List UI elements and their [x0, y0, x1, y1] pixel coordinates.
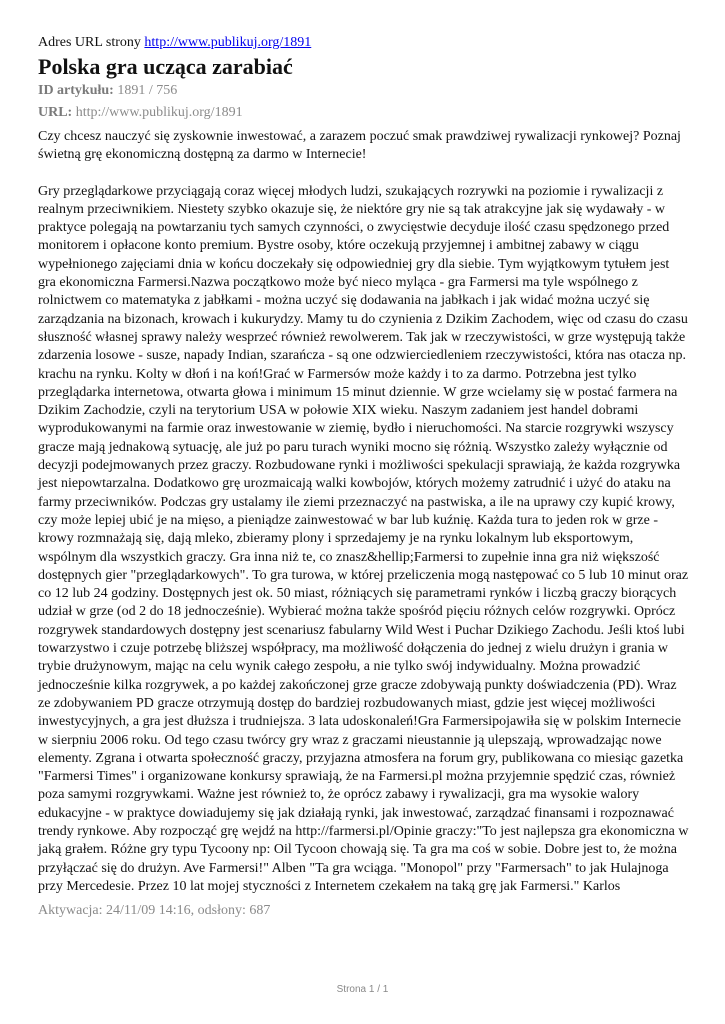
article-title: Polska gra ucząca zarabiać	[38, 54, 293, 79]
article-lead: Czy chcesz nauczyć się zyskownie inwestować, a zarazem poczuć smak prawdziwej rywalizacji rynkowej? Poznaj świetną grę ekonomiczną dostępną za darmo w Internecie!	[38, 129, 681, 163]
document-page	[38, 34, 690, 920]
article-body: Gry przeglądarkowe przyciągają coraz więcej młodych ludzi, szukających rozrywki na poziomie i rywalizacji z realnym przeciwnikiem. Niestety szybko okazuje się, że niektóre gry nie są tak atrakcyjne jak się wydawały - w praktyce polegają na powtarzaniu tych samych czynności, o zwycięstwie decyduje ilość czasu spędzonego przed monitorem i opłacone konto premium. Bystre osoby, które oczekują przyjemnej i ambitnej zabawy w ciągu wypełnionego zajęciami dnia w końcu doczekały się odpowiedniej gry dla siebie. Tym wyjątkowym tytułem jest gra ekonomiczna Farmersi.Nazwa początkowo może być nieco myląca - gra Farmersi ma tyle wspólnego z rolnictwem co matematyka z jabłkami - można uczyć się dodawania na jabłkach i jak widać można uczyć się zarządzania na bizonach, krowach i kukurydzy. Mamy tu do czynienia z Dzikim Zachodem, więc od czasu do czasu słuszność własnej sprawy należy wesprzeć również rewolwerem. Tak jak w rzeczywistości, w grze występują także zdarzenia losowe - susze, napady Indian, szarańcza - są one odzwierciedleniem rzeczywistości, która nas otacza np. krachu na rynku. Kolty w dłoń i na koń!Grać w Farmersów może każdy i to za darmo. Potrzebna jest tylko przeglądarka internetowa, otwarta głowa i minimum 15 minut dziennie. W grze wcielamy się w postać farmera na Dzikim Zachodzie, czyli na terytorium USA w połowie XIX wieku. Naszym zadaniem jest handel dobrami wyprodukowanymi na farmie oraz inwestowanie w ziemię, bydło i nieruchomości. Na starcie rozgrywki wszyscy gracze mają jednakową sytuację, ale już po paru turach wyniki mocno się różnią. Wszystko zależy wyłącznie od decyzji podejmowanych przez graczy. Rozbudowane rynki i możliwości spekulacji sprawiają, że każda rozgrywka jest niepowtarzalna. Dodatkowo grę urozmaicają walki kowbojów, których możemy zatrudnić i użyć do ataku na farmy przeciwników. Podczas gry ustalamy ile ziemi przeznaczyć na pastwiska, a ile na uprawy czy kupić krowy, czy może lepiej ubić je na mięso, a pieniądze zainwestować w bar lub kuźnię. Każda tura to jeden rok w grze - krowy rozmnażają się, dają mleko, zbieramy plony i sprzedajemy je na rynku lokalnym lub eksportowym, wspólnym dla wszystkich graczy. Gra inna niż te, co znasz&hellip;Farmersi to zupełnie inna gra niż większość dostępnych gier "przeglądarkowych". To gra turowa, w której przeliczenia mogą następować co 5 lub 10 minut oraz co 12 lub 24 godziny. Dostępnych jest ok. 50 miast, różniących się parametrami rynków i liczbą graczy biorących udział w grze (od 2 do 18 jednocześnie). Wybierać można także spośród pięciu różnych celów rozgrywki. Oprócz rozgrywek standardowych dostępny jest scenariusz fabularny Wild West i Puchar Dzikiego Zachodu. Jeśli ktoś lubi towarzystwo i czuje potrzebę bliższej współpracy, ma możliwość dołączenia do jednej z wielu drużyn i grania w trybie drużynowym, mając na celu wynik całego zespołu, a nie tylko swój indywidualny. Można prowadzić jednocześnie kilka rozgrywek, a po każdej zakończonej grze gracze zdobywają punkty doświadczenia (PD). Wraz ze zdobywaniem PD gracze otrzymują dostęp do bardziej rozbudowanych miast, gdzie jest więcej możliwości inwestycyjnych, a gra jest dłuższa i trudniejsza. 3 lata udoskonaleń!Gra Farmersipojawiła się w polskim Internecie w sierpniu 2006 roku. Od tego czasu twórcy gry wraz z graczami nieustannie ją ulepszają, wprowadzając nowe elementy. Zgrana i otwarta społeczność graczy, przyjazna atmosfera na forum gry, publikowana co miesiąc gazetka "Farmersi Times" i organizowane konkursy sprawiają, że na Farmersi.pl można przyjemnie spędzić czas, również poza samymi rozgrywkami. Ważne jest również to, że oprócz zabawy i rywalizacji, gra ma wysokie walory edukacyjne - w praktyce dowiadujemy się jak działają rynki, jak inwestować, zarządzać finansami i rozpoznawać trendy rynkowe. Aby rozpocząć grę wejdź na http://farmersi.pl/Opinie graczy:"To jest najlepsza gra ekonomiczna w jaką grałem. Różne gry typu Tycoony np: Oil Tycoon chowają się. Ta gra ma coś w sobie. Dobre jest to, że można przyłączać się do drużyn. Ave Farmersi!" Alben "Ta gra wciąga. "Monopol" przy "Farmersach" to jak Hulajnoga przy Mercedesie. Przez 10 lat mojej styczności z Internetem czekałem na taką grę jak Farmersi." Karlos	[38, 183, 689, 894]
source-url-link[interactable]: http://www.publikuj.org/1891	[144, 35, 312, 50]
source-url-line	[38, 34, 690, 52]
article-url-line	[38, 104, 690, 122]
article-url-label: URL:	[38, 105, 73, 120]
article-url-value: http://www.publikuj.org/1891	[72, 105, 243, 120]
page-number-footer: Strona 1 / 1	[336, 984, 389, 995]
article-id-label: ID artykułu:	[38, 83, 114, 98]
article-id-value: 1891 / 756	[113, 83, 178, 98]
source-url-prefix: Adres URL strony	[38, 35, 145, 50]
activation-info: Aktywacja: 24/11/09 14:16, odsłony: 687	[38, 903, 271, 919]
article-id-line	[38, 82, 690, 100]
